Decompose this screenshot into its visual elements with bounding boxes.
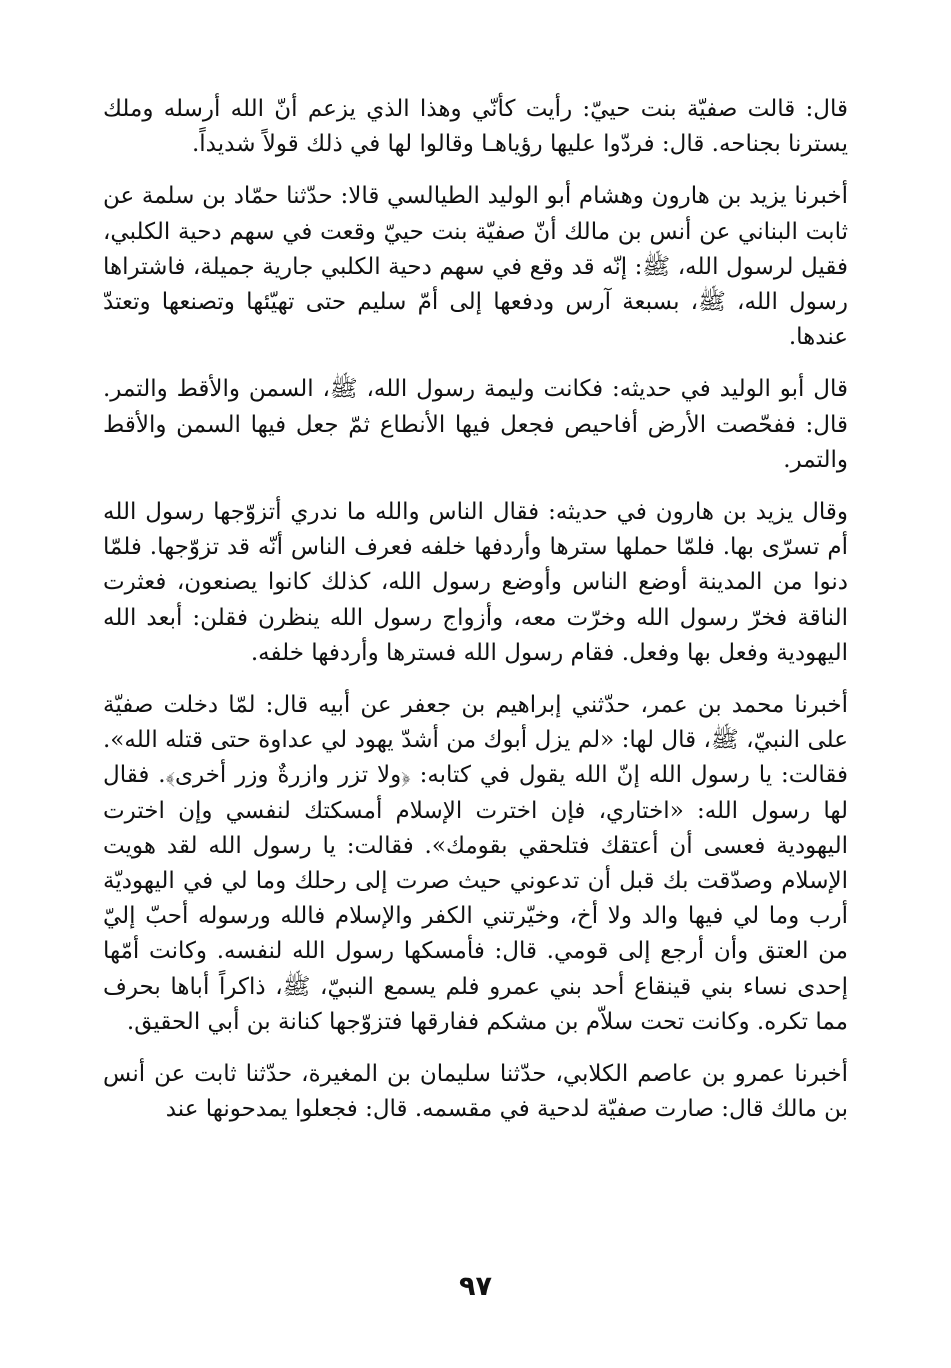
paragraph-6: أخبرنا عمرو بن عاصم الكلابي، حدّثنا سليمان بن المغيرة، حدّثنا ثابت عن أنس بن مالك قال: صارت صفيّة لدحية في مقسمه. قال: فجعلوا يمدحونها عند bbox=[103, 1061, 848, 1123]
paragraph-1: قال: قالت صفيّة بنت حييّ: رأيت كأنّي وهذا الذي يزعم أنّ الله أرسله وملك يسترنا بجناحه. قال: فردّوا عليها رؤياهـا وقالوا لها في ذلك قولاً شديداً. bbox=[103, 96, 848, 158]
page-text-body bbox=[103, 92, 848, 1127]
paragraph-2: أخبرنا يزيد بن هارون وهشام أبو الوليد الطيالسي قالا: حدّثنا حمّاد بن سلمة عن ثابت البناني عن أنس بن مالك أنّ صفيّة بنت حييّ وقعت في سهم دحية الكلبي، فقيل لرسول الله، ﷺ: إنّه قد وقع في سهم دحية الكلبي جارية جميلة، فاشتراها رسول الله، ﷺ، بسبعة آرس ودفعها إلى أمّ سليم حتى تهيّئها وتصنعها وتعتدّ عندها. bbox=[103, 183, 848, 351]
paragraph-5: أخبرنا محمد بن عمر، حدّثني إبراهيم بن جعفر عن أبيه قال: لمّا دخلت صفيّة على النبيّ، ﷺ، قال لها: «لم يزل أبوك من أشدّ يهود لي عداوة حتى قتله الله». فقالت: يا رسول الله إنّ الله يقول في كتابه: ﴿ولا تزر وازرةٌ وزر أخرى﴾. فقال لها رسول الله: «اختاري، فإن اخترت الإسلام أمسكتك لنفسي وإن اخترت اليهودية فعسى أن أعتقك فتلحقي بقومك». فقالت: يا رسول الله لقد هويت الإسلام وصدّقت بك قبل أن تدعوني حيث صرت إلى رحلك وما لي في اليهوديّة أرب وما لي فيها والد ولا أخ، وخيّرتني الكفر والإسلام فالله ورسوله أحبّ إليّ من العتق وأن أرجع إلى قومي. قال: فأمسكها رسول الله لنفسه. وكانت أمّها إحدى نساء بني قينقاع أحد بني عمرو فلم يسمع النبيّ، ﷺ، ذاكراً أباها بحرف مما تكره. وكانت تحت سلاّم بن مشكم ففارقها فتزوّجها كنانة بن أبي الحقيق. bbox=[103, 692, 848, 1035]
page-number: ٩٧ bbox=[459, 1271, 492, 1302]
paragraph-3: قال أبو الوليد في حديثه: فكانت وليمة رسول الله، ﷺ، السمن والأقط والتمر. قال: ففحّصت الأرض أفاحيص فجعل فيها الأنطاع ثمّ جعل فيها السمن والأقط والتمر. bbox=[103, 376, 848, 473]
paragraph-4: وقال يزيد بن هارون في حديثه: فقال الناس والله ما ندري أتزوّجها رسول الله أم تسرّى بها. فلمّا حملها سترها وأردفها خلفه فعرف الناس أنّه قد تزوّجها. فلمّا دنوا من المدينة أوضع الناس وأوضع رسول الله، كذلك كانوا يصنعون، فعثرت الناقة فخرّ رسول الله وخرّت معه، وأزواج رسول الله ينظرن فقلن: أبعد الله اليهودية وفعل بها وفعل. فقام رسول الله فسترها وأردفها خلفه. bbox=[103, 499, 848, 666]
